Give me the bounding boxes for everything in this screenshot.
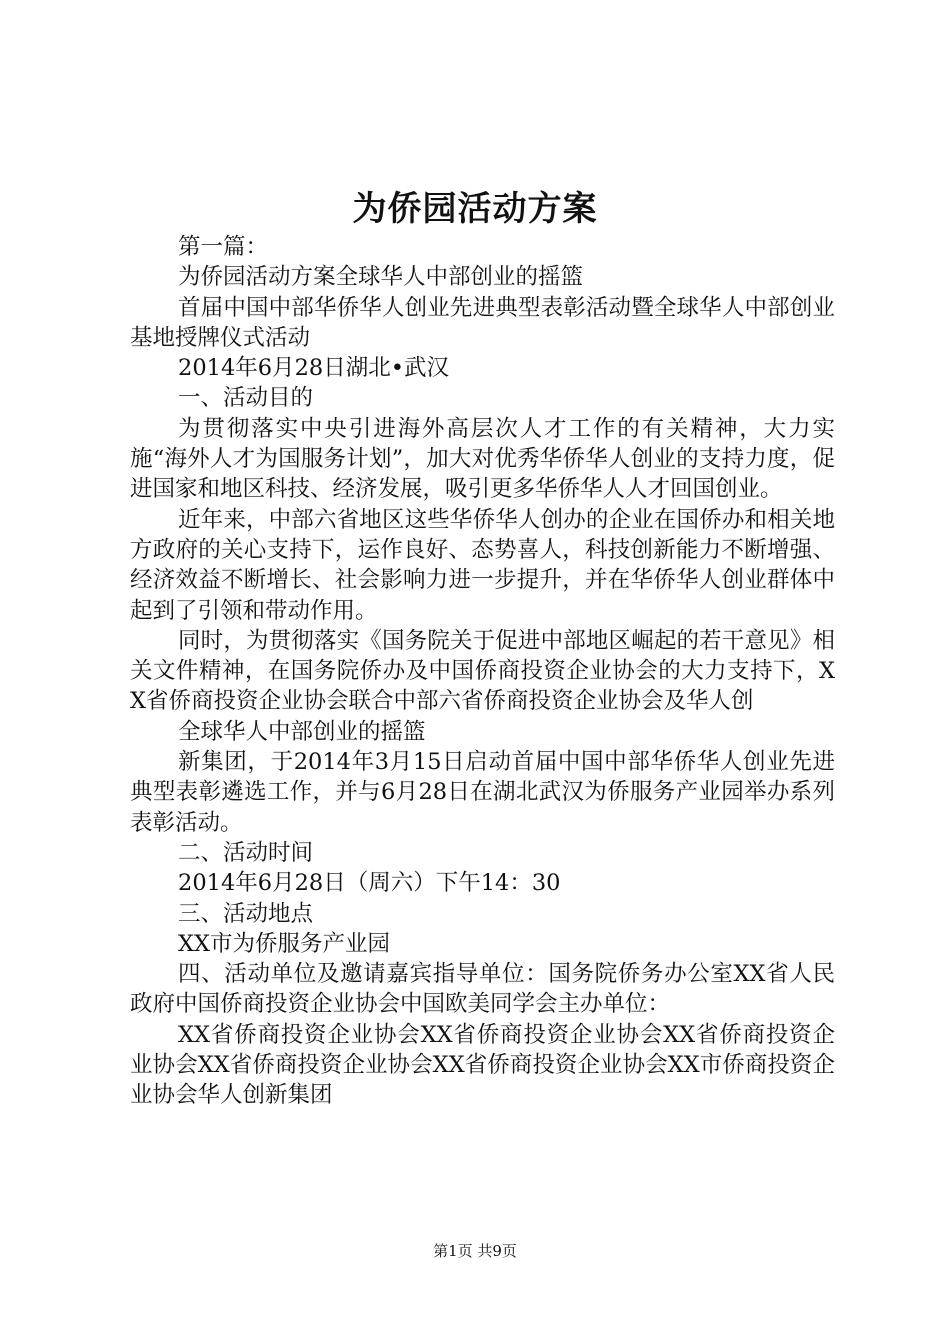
- paragraph: 近年来，中部六省地区这些华侨华人创办的企业在国侨办和相关地方政府的关心支持下，运作良好、态势喜人，科技创新能力不断增强、经济效益不断增长、社会影响力进一步提升，并在华侨华人创业群体中起到了引领和带动作用。: [130, 506, 835, 624]
- paragraph: XX市为侨服务产业园: [178, 930, 391, 957]
- paragraph: 首届中国中部华侨华人创业先进典型表彰活动暨全球华人中部创业基地授牌仪式活动: [130, 294, 835, 351]
- paragraph: 2014年6月28日湖北•武汉: [178, 355, 449, 382]
- paragraph: 新集团，于2014年3月15日启动首届中国中部华侨华人创业先进典型表彰遴选工作，并与6月28日在湖北武汉为侨服务产业园举办系列表彰活动。: [130, 749, 835, 836]
- paragraph: 四、活动单位及邀请嘉宾指导单位：国务院侨务办公室XX省人民政府中国侨商投资企业协会中国欧美同学会主办单位：: [130, 961, 835, 1018]
- paragraph: XX省侨商投资企业协会XX省侨商投资企业协会XX省侨商投资企业协会XX省侨商投资企业协会XX省侨商投资企业协会XX市侨商投资企业协会华人创新集团: [130, 1021, 835, 1109]
- document-title: 为侨园活动方案: [352, 189, 598, 229]
- document-body: [130, 232, 835, 1111]
- paragraph: 为贯彻落实中央引进海外高层次人才工作的有关精神，大力实施“海外人才为国服务计划”，加大对优秀华侨华人创业的支持力度，促进国家和地区科技、经济发展，吸引更多华侨华人人才回国创业。: [130, 415, 835, 503]
- paragraph: 2014年6月28日（周六）下午14：30: [178, 870, 561, 897]
- paragraph: 全球华人中部创业的摇篮: [178, 718, 426, 745]
- section-heading: 一、活动目的: [178, 385, 314, 412]
- paragraph: 同时，为贯彻落实《国务院关于促进中部地区崛起的若干意见》相关文件精神，在国务院侨办及中国侨商投资企业协会的大力支持下，XX省侨商投资企业协会联合中部六省侨商投资企业协会及华人创: [130, 627, 835, 715]
- paragraph: 为侨园活动方案全球华人中部创业的摇篮: [178, 264, 584, 291]
- page-number-footer: 第1页 共9页: [433, 1242, 517, 1260]
- section-heading: 二、活动时间: [178, 839, 314, 866]
- section-heading: 三、活动地点: [178, 900, 314, 927]
- paragraph: 第一篇：: [178, 234, 269, 260]
